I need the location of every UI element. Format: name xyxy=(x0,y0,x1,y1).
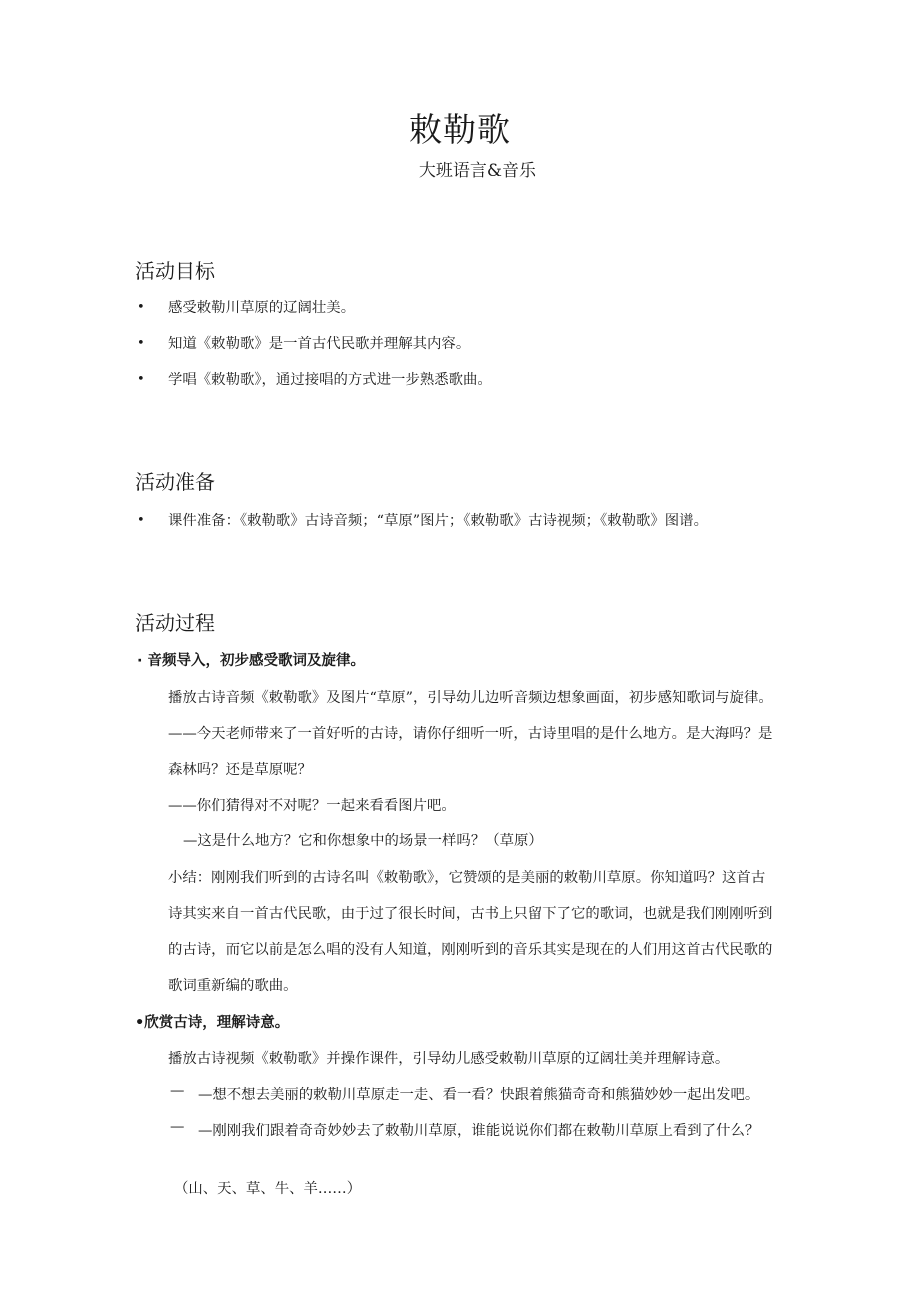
dash-marker: — xyxy=(170,1083,185,1099)
goal-item: 学唱《敕勒歌》，通过接唱的方式进一步熟悉歌曲。 xyxy=(168,372,492,388)
summary-line: 的古诗，而它以前是怎么唱的没有人知道，刚刚听到的音乐其实是现在的人们用这首古代民歌的 xyxy=(168,942,773,958)
dialog-line: —刚刚我们跟着奇奇妙妙去了敕勒川草原，谁能说说你们都在敕勒川草原上看到了什么？ xyxy=(198,1123,760,1139)
prep-item: 课件准备：《敕勒歌》古诗音频；“草原”图片；《敕勒歌》古诗视频；《敕勒歌》图谱。 xyxy=(168,513,708,529)
paragraph-line: 森林吗？还是草原呢？ xyxy=(168,762,312,778)
page-title: 敕勒歌 xyxy=(409,110,511,149)
section-heading-preparation: 活动准备 xyxy=(135,470,215,494)
summary-line: 诗其实来自一首古代民歌，由于过了很长时间，古书上只留下了它的歌词，也就是我们刚刚听到 xyxy=(168,906,773,922)
page-subtitle: 大班语言&音乐 xyxy=(418,161,537,181)
answer-line: （山、天、草、牛、羊……） xyxy=(174,1181,362,1197)
goal-item: 知道《敕勒歌》是一首古代民歌并理解其内容。 xyxy=(168,336,471,352)
summary-line: 歌词重新编的歌曲。 xyxy=(168,978,298,994)
paragraph-line: —这是什么地方？它和你想象中的场景一样吗？（草原） xyxy=(183,833,543,849)
paragraph-line: 播放古诗视频《敕勒歌》并操作课件，引导幼儿感受敕勒川草原的辽阔壮美并理解诗意。 xyxy=(168,1051,730,1067)
summary-line: 小结：刚刚我们听到的古诗名叫《敕勒歌》，它赞颂的是美丽的敕勒川草原。你知道吗？这首古 xyxy=(168,870,766,886)
section-heading-goals: 活动目标 xyxy=(135,259,215,283)
dash-marker: — xyxy=(170,1119,185,1135)
step-heading-poem-appreciation: •欣赏古诗，理解诗意。 xyxy=(135,1015,290,1031)
step-heading-audio-intro: · 音频导入，初步感受歌词及旋律。 xyxy=(137,653,366,669)
paragraph-line: ——今天老师带来了一首好听的古诗，请你仔细听一听，古诗里唱的是什么地方。是大海吗？是 xyxy=(168,726,773,742)
paragraph-line: ——你们猜得对不对呢？一起来看看图片吧。 xyxy=(168,798,456,814)
bullet-icon: • xyxy=(137,300,145,315)
bullet-icon: • xyxy=(137,513,145,528)
paragraph-line: 播放古诗音频《敕勒歌》及图片“草原”，引导幼儿边听音频边想象画面，初步感知歌词与旋律。 xyxy=(168,690,773,706)
goal-item: 感受敕勒川草原的辽阔壮美。 xyxy=(168,300,356,316)
bullet-icon: • xyxy=(137,336,145,351)
bullet-icon: • xyxy=(137,372,145,387)
dialog-line: —想不想去美丽的敕勒川草原走一走、看一看？快跟着熊猫奇奇和熊猫妙妙一起出发吧。 xyxy=(198,1087,760,1103)
section-heading-process: 活动过程 xyxy=(135,611,215,635)
